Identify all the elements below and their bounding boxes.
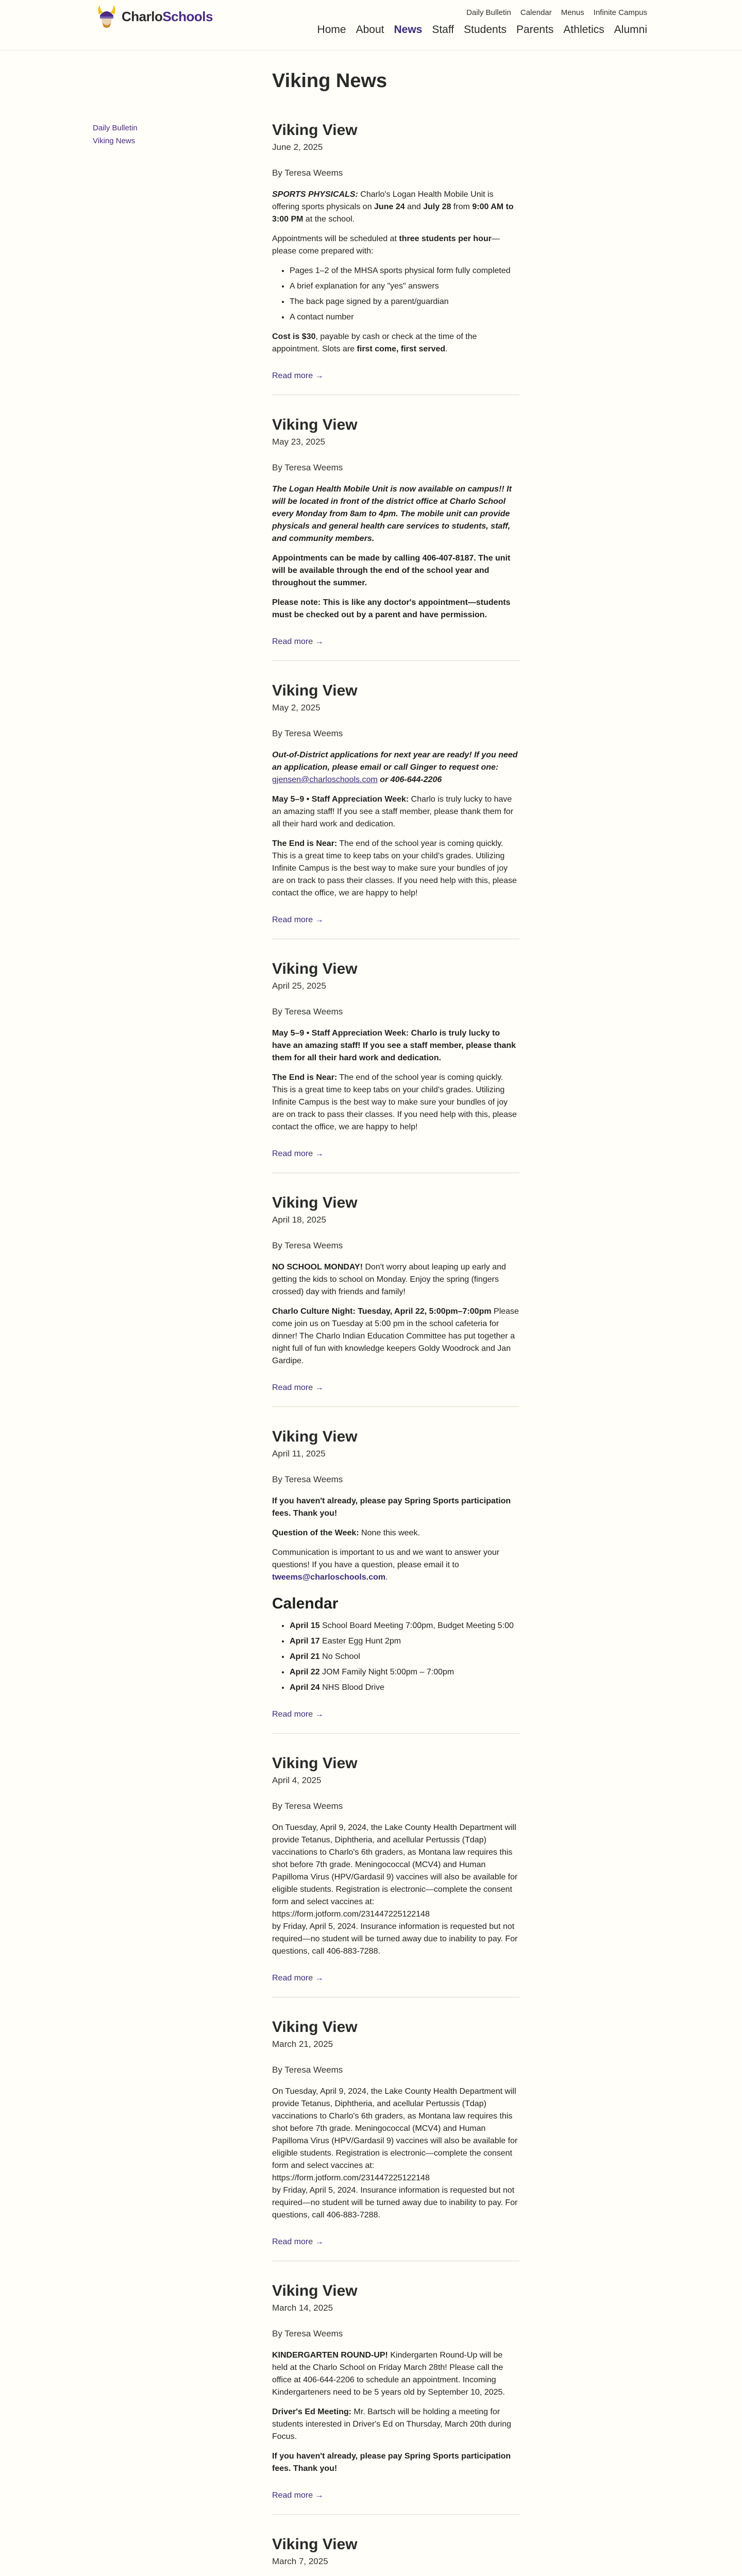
utility-nav [466,8,647,17]
post-text: On Tuesday, April 9, 2024, the Lake County Health Department will provide Tetanus, Diphtheria, and acellular Pertussis (Tdap) vaccinations to Charlo's 6th graders, as Montana law requires this shot before 7th grade. Meningococcal (MCV4) and Human Papilloma Virus (HPV/Gardasil 9) vaccines will also be available for eligible students. Registration is electronic—complete the consent form and select vaccines at: [272,1823,518,1906]
post-title[interactable]: Viking View [272,960,358,977]
list-item [290,1666,519,1679]
nav-students[interactable]: Students [464,24,507,36]
nav-athletics[interactable]: Athletics [563,24,604,36]
post-text: None this week. [359,1529,420,1537]
logo-prefix: Charlo [122,8,163,24]
news-post [272,1755,519,1985]
post-title[interactable]: Viking View [272,1755,358,1772]
post-text: first come, first served [357,345,446,353]
post-text: The end of the school year is coming quickly. This is a great time to keep tabs on your child's grades. Utilizing Infinite Campus is the best way to make sure your bundles of joy are on track to pass their classes. If you need help with this, please contact the office, we are happy to help! [272,839,517,897]
post-text: SPORTS PHYSICALS: [272,190,358,199]
list-item: • A brief explanation for any "yes" answers [290,280,519,293]
post-author: By Teresa Weems [272,2065,343,2075]
post-author: By Teresa Weems [272,1475,343,1484]
news-post [272,1194,519,1394]
calendar-event: NHS Blood Drive [319,1683,385,1692]
calendar-list [290,1620,519,1694]
list-item: • The back page signed by a parent/guardian [290,296,519,308]
logo-suffix: Schools [162,8,213,24]
news-post [272,960,519,1160]
post-body [272,483,519,621]
nav-news[interactable]: News [394,24,423,36]
list-item [290,1635,519,1648]
list-item [290,1682,519,1694]
post-date: May 2, 2025 [272,703,321,713]
post-text: KINDERGARTEN ROUND-UP! [272,2351,388,2360]
post-title[interactable]: Viking View [272,2536,358,2553]
post-text: The End is Near: [272,839,338,848]
post-text: Please note: This is like any doctor's appointment—students must be checked out by a parent and have permission. [272,598,511,619]
post-text: Communication is important to us and we want to answer your questions! If you have a question, please email it to [272,1548,500,1569]
post-text: . [445,345,448,353]
post-date: April 4, 2025 [272,1775,322,1785]
registration-link[interactable]: https://form.jotform.com/231447225122148 [272,1910,430,1919]
post-text: July 28 [423,202,451,211]
read-more-link[interactable]: Read more → [272,2238,324,2246]
post-title[interactable]: Viking View [272,416,358,433]
post-text: The End is Near: [272,1073,338,1082]
post-text: three students per hour [399,234,492,243]
post-list [290,265,519,324]
utility-link-calendar[interactable]: Calendar [520,8,552,17]
post-text: from [451,202,473,211]
post-body [272,749,519,900]
post-text: Please come join us on Tuesday at 5:00 pm in the school cafeteria for dinner! The Charlo Indian Education Committee has put together a night full of fun with knowledge keepers Goldy Woodrock and Jan Gardipe. [272,1307,519,1365]
post-text: If you haven't already, please pay Spring Sports participation fees. Thank you! [272,2452,511,2473]
post-text: and [404,202,424,211]
sidebar-item-daily-bulletin[interactable]: Daily Bulletin [93,124,138,132]
logo-wordmark [122,9,213,25]
nav-about[interactable]: About [356,24,384,36]
email-link[interactable]: gjensen@charloschools.com [272,775,378,784]
calendar-date: April 15 [290,1621,320,1630]
post-text: Don't worry about leaping up early and getting the kids to school on Monday. Enjoy the spring (fingers crossed) day with friends and family! [272,1263,506,1296]
post-body [272,1261,519,1367]
post-text: or 406-644-2206 [377,775,442,784]
post-text: May 5–9 • Staff Appreciation Week: [272,795,409,804]
nav-alumni[interactable]: Alumni [614,24,647,36]
post-author: By Teresa Weems [272,728,343,738]
post-text: Charlo Culture Night: Tuesday, April 22, 5:00pm–7:00pm [272,1307,492,1316]
calendar-event: JOM Family Night 5:00pm – 7:00pm [319,1668,454,1676]
post-text: Charlo is truly lucky to have an amazing staff! If you see a staff member, please thank them for all their hard work and dedication. [272,795,514,828]
post-text: —please come prepared with: [272,234,500,256]
section-sidebar [93,124,196,149]
post-text: If you haven't already, please pay Spring Sports participation fees. Thank you! [272,1497,511,1518]
utility-link-daily-bulletin[interactable]: Daily Bulletin [466,8,511,17]
calendar-event: School Board Meeting 7:00pm, Budget Meeting 5:00 [319,1621,514,1630]
site-header [0,0,742,50]
post-title[interactable]: Viking View [272,1428,358,1445]
main-nav [317,24,647,36]
nav-staff[interactable]: Staff [432,24,454,36]
registration-link[interactable]: https://form.jotform.com/231447225122148 [272,2174,430,2182]
post-text: 9:00 AM to 3:00 PM [272,202,514,224]
post-text: Appointments can be made by calling 406-407-8187. The unit will be available through the end of the school year and throughout the summer. [272,554,511,587]
post-body [272,1027,519,1133]
post-date: April 18, 2025 [272,1215,326,1225]
post-date: March 7, 2025 [272,2556,328,2566]
post-title[interactable]: Viking View [272,1194,358,1211]
news-post [272,2019,519,2248]
post-text: NO SCHOOL MONDAY! [272,1263,363,1272]
news-post [272,2282,519,2502]
calendar-event: No School [319,1652,360,1661]
list-item: • Pages 1–2 of the MHSA sports physical form fully completed [290,265,519,277]
post-date: April 11, 2025 [272,1449,326,1459]
list-item [290,1651,519,1663]
calendar-date: April 22 [290,1668,320,1676]
post-text: May 5–9 • Staff Appreciation Week: Charlo is truly lucky to have an amazing staff! If you see a staff member, please thank them for all their hard work and dedication. [272,1029,516,1062]
calendar-date: April 17 [290,1637,320,1646]
post-title[interactable]: Viking View [272,682,358,699]
news-post [272,2536,519,2576]
post-body [272,189,519,355]
post-title[interactable]: Viking View [272,2019,358,2036]
read-more-link[interactable]: Read more → [272,1149,324,1158]
post-author: By Teresa Weems [272,1241,343,1250]
calendar-heading: Calendar [272,1595,339,1612]
divider [272,1406,519,1407]
utility-link-menus[interactable]: Menus [561,8,584,17]
viking-logo-icon [96,4,117,29]
post-text: Kindergarten Round-Up will be held at the Charlo School on Friday March 28th! Please call the office at 406-644-2206 to schedule an appointment. Incoming Kindergarteners need to be 5 years old by September 10, 2025. [272,2351,505,2397]
news-post [272,1428,519,1721]
post-text: at the school. [303,215,355,224]
read-more-link[interactable]: Read more → [272,371,324,380]
calendar-date: April 21 [290,1652,320,1661]
list-item: • A contact number [290,311,519,324]
post-title[interactable]: Viking View [272,2282,358,2299]
read-more-link[interactable]: Read more → [272,916,324,924]
post-text: Charlo's Logan Health Mobile Unit is offering sports physicals on [272,190,494,211]
calendar-event: Easter Egg Hunt 2pm [319,1637,401,1646]
post-date: March 21, 2025 [272,2039,333,2049]
news-post [272,122,519,382]
read-more-link[interactable]: Read more → [272,637,324,646]
post-text: . [385,1573,388,1582]
post-author: By Teresa Weems [272,463,343,472]
post-text: The Logan Health Mobile Unit is now available on campus!! It will be located in front of the district office at Charlo School every Monday from 8am to 4pm. The mobile unit can provide physicals and general health care services to students, staff, and community members. [272,485,512,543]
post-body [272,1495,519,1584]
post-body [272,1822,519,1958]
post-text: Cost is $30 [272,332,316,341]
post-text: June 24 [374,202,405,211]
post-text: Mr. Bartsch will be holding a meeting for students interested in Driver's Ed on Thursday, March 20th during Focus. [272,2408,512,2441]
nav-home[interactable]: Home [317,24,346,36]
post-body [272,2086,519,2222]
post-text: Question of the Week: [272,1529,359,1537]
divider [272,660,519,661]
email-link[interactable]: tweems@charloschools.com [272,1573,386,1582]
post-text: Driver's Ed Meeting: [272,2408,352,2416]
post-author: By Teresa Weems [272,2329,343,2338]
post-body [272,2349,519,2475]
post-date: June 2, 2025 [272,142,323,152]
read-more-link[interactable]: Read more → [272,1974,324,1982]
post-text: by Friday, April 5, 2024. Insurance information is requested but not required—no student will be turned away due to inability to pay. For questions, call 406-883-7288. [272,1922,518,1956]
news-post [272,416,519,648]
divider [272,1733,519,1734]
post-text: Appointments will be scheduled at [272,234,399,243]
post-text: by Friday, April 5, 2024. Insurance information is requested but not required—no student will be turned away due to inability to pay. For questions, call 406-883-7288. [272,2186,518,2219]
sidebar-item-viking-news[interactable]: Viking News [93,137,136,145]
news-post [272,682,519,926]
post-text: On Tuesday, April 9, 2024, the Lake County Health Department will provide Tetanus, Diphtheria, and acellular Pertussis (Tdap) vaccinations to Charlo's 6th graders, as Montana law requires this shot before 7th grade. Meningococcal (MCV4) and Human Papilloma Virus (HPV/Gardasil 9) vaccines will also be available for eligible students. Registration is electronic—complete the consent form and select vaccines at: [272,2087,518,2170]
list-item [290,1620,519,1632]
post-date: April 25, 2025 [272,981,326,991]
post-text: The end of the school year is coming quickly. This is a great time to keep tabs on your child's grades. Utilizing Infinite Campus is the best way to make sure your bundles of joy are on track to pass their classes. If you need help with this, please contact the office, we are happy to help! [272,1073,517,1131]
post-text: Out-of-District applications for next year are ready! If you need an application, please email or call Ginger to request one: [272,751,518,772]
post-date: March 14, 2025 [272,2303,333,2313]
post-title[interactable]: Viking View [272,122,358,139]
read-more-link[interactable]: Read more → [272,1383,324,1392]
site-logo[interactable] [96,4,213,29]
read-more-link[interactable]: Read more → [272,1710,324,1719]
post-date: May 23, 2025 [272,437,326,447]
calendar-date: April 24 [290,1683,320,1692]
post-author: By Teresa Weems [272,1007,343,1016]
page-title: Viking News [272,70,387,92]
read-more-link[interactable]: Read more → [272,2491,324,2500]
post-author: By Teresa Weems [272,168,343,178]
calendar-section [272,1595,519,1694]
utility-link-infinite-campus[interactable]: Infinite Campus [593,8,647,17]
nav-parents[interactable]: Parents [516,24,554,36]
post-author: By Teresa Weems [272,1801,343,1811]
post-text: , payable by cash or check at the time of the appointment. Slots are [272,332,477,353]
divider [272,2514,519,2515]
